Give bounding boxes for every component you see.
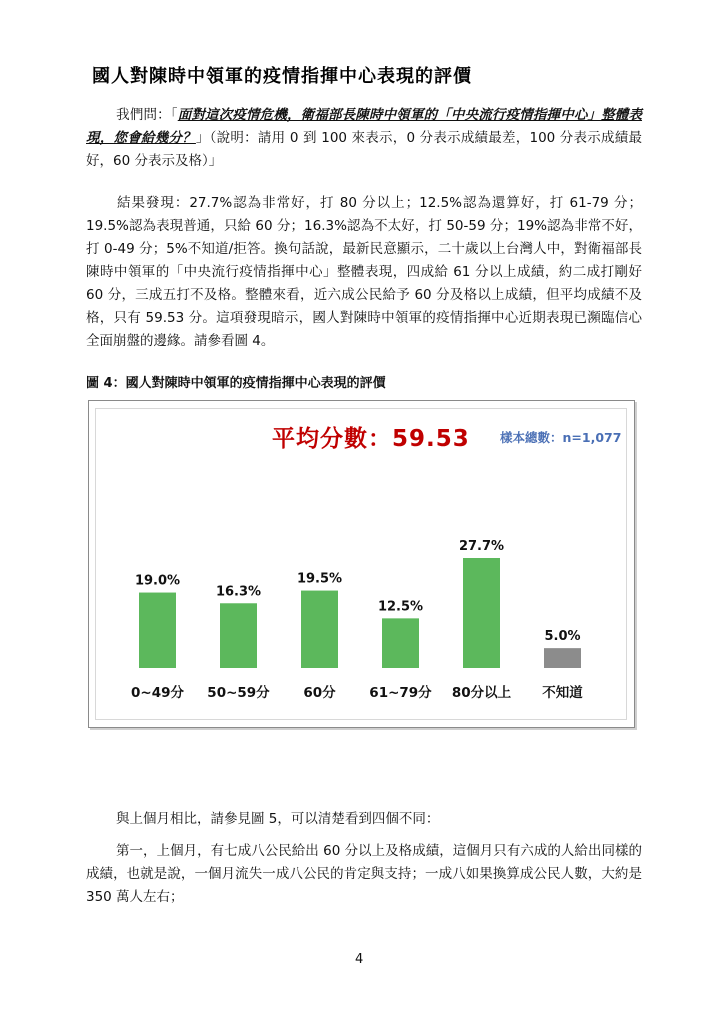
- chart-title: 平均分數：59.53: [272, 426, 470, 452]
- results-text: 結果發現：27.7%認為非常好，打 80 分以上；12.5%認為還算好，打 61-79 分；19.5%認為表現普通，只給 60 分；16.3%認為不太好，打 50-59 分；19%認為非常不好，打 0-49 分；5%不知道/拒答。換句話說，最新民意顯示，二十歲以上台灣人中，對衛福部長陳時中領軍的「中央流行疫情指揮中心」整體表現，四成給 61 分以上成績，約二成打剛好 60 分，三成五打不及格。整體來看，近六成公民給予 60 分及格以上成績，但平均成績不及格，只有 59.53 分。這項發現暗示，國人對陳時中領軍的疫情指揮中心近期表現已瀕臨信心全面崩盤的邊緣。請參看圖 4。: [86, 195, 642, 349]
- category-label-0: 0~49分: [131, 685, 184, 701]
- bar-5: [544, 648, 581, 668]
- category-label-2: 60分: [303, 685, 336, 701]
- category-label-1: 50~59分: [207, 685, 270, 701]
- comparison-intro-paragraph: [86, 808, 642, 831]
- question-prefix: 我們問：「: [116, 107, 178, 123]
- results-paragraph: [86, 192, 642, 353]
- question-suffix: 」（說明：請用 0 到 100 來表示，0 分表示成績最差，100 分表示成績最好，60 分表示及格）」: [86, 130, 642, 169]
- bar-3: [382, 618, 419, 668]
- data-label-3: 12.5%: [377, 599, 424, 615]
- bar-1: [220, 603, 257, 668]
- data-label-5: 5.0%: [544, 629, 581, 645]
- section-title: 國人對陳時中領軍的疫情指揮中心表現的評價: [92, 66, 472, 87]
- data-label-2: 19.5%: [296, 571, 343, 587]
- first-point-paragraph: [86, 840, 642, 909]
- data-label-1: 16.3%: [215, 584, 262, 600]
- bar-4: [463, 558, 500, 668]
- figure-caption: 圖 4：國人對陳時中領軍的疫情指揮中心表現的評價: [86, 376, 386, 391]
- category-label-4: 80分以上: [451, 685, 512, 701]
- question-paragraph: [86, 104, 642, 173]
- first-point-text: 第一，上個月，有七成八公民給出 60 分以上及格成績，這個月只有六成的人給出同樣的成績，也就是說，一個月流失一成八公民的肯定與支持；一成八如果換算成公民人數，大約是 350 萬人左右；: [86, 843, 642, 905]
- bar-2: [301, 591, 338, 668]
- page-number: 4: [355, 952, 364, 967]
- sample-size-annotation: 樣本總數：n=1,077: [500, 430, 622, 445]
- category-label-3: 61~79分: [369, 685, 432, 701]
- data-label-0: 19.0%: [134, 573, 181, 589]
- bar-chart: [95, 408, 627, 720]
- question-text: 面對這次疫情危機，衛福部長陳時中領軍的「中央流行疫情指揮中心」整體表現，您會給幾分？: [86, 107, 643, 146]
- comparison-intro-text: 與上個月相比，請參見圖 5，可以清楚看到四個不同：: [116, 811, 440, 827]
- data-label-4: 27.7%: [458, 539, 505, 554]
- category-label-5: 不知道: [542, 685, 583, 701]
- bar-0: [139, 593, 176, 668]
